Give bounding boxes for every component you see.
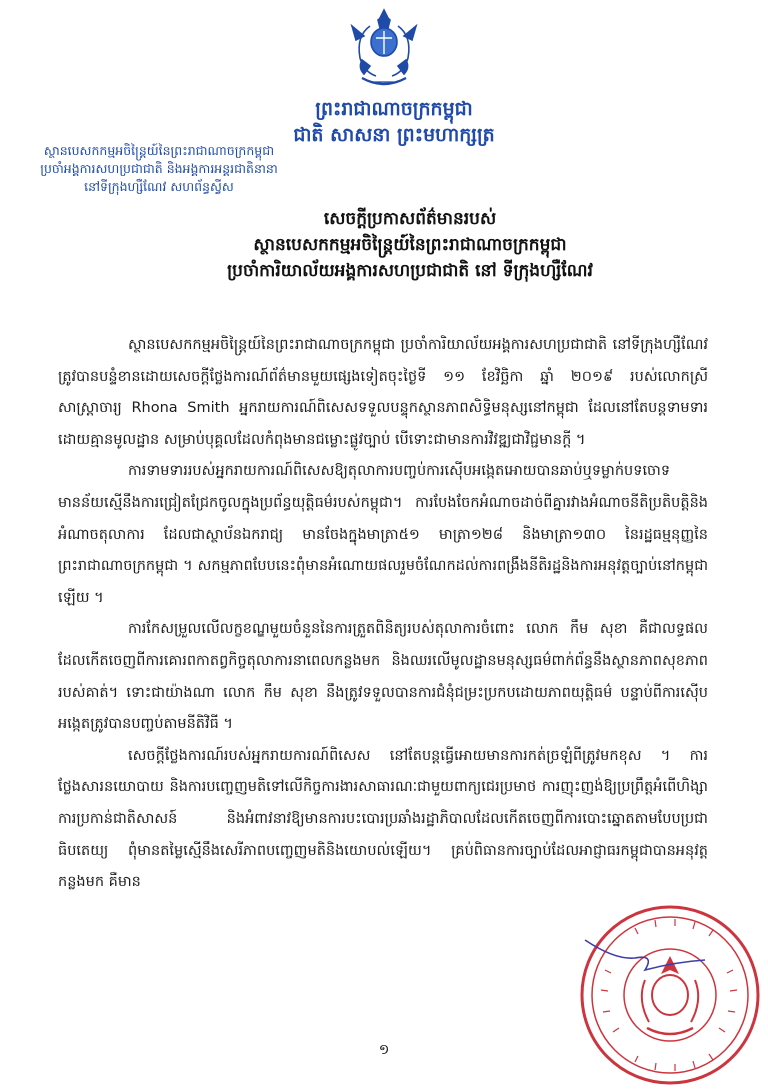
page-number: ១: [378, 1042, 390, 1058]
title-line-1: សេចក្តីប្រកាសព័ត៌មានរបស់: [323, 209, 497, 229]
title-line-2: ស្ថានបេសកកម្មអចិន្ត្រៃយ៍នៃព្រះរាជាណាចក្រកម្ពុជា: [253, 235, 567, 255]
paragraph-4: សេចក្តីថ្លែងការណ៍របស់អ្នករាយការណ៍ពិសេស នៅតែបន្តធ្វើអោយមានការកត់ច្រឡំពីត្រូវមកខុស ។ ការថ្លែងសារនយោបាយ និងការបញ្ចេញមតិទៅលើកិច្ចការងារសាធារណៈជាមួយពាក្យជេរប្រមាថ ការញុះញង់ឱ្យប្រព្រឹត្តអំពើហិង្សា ការប្រកាន់ជាតិសាសន៍ និងអំពាវនាវឱ្យមានការបះបោរប្រឆាំងរដ្ឋាភិបាលដែលកើតចេញពីការបោះឆ្នោតតាមបែបប្រជាធិបតេយ្យ ពុំមានតម្លៃស្មើនឹងសេរីភាពបញ្ចេញមតិនិងយោបល់ឡើយ។ គ្រប់ពិធានការច្បាប់ដែលអាជ្ញាធរកម្ពុជាបានអនុវត្តកន្លងមក គឺមាន: [58, 747, 708, 891]
paragraph-2: ការទាមទាររបស់អ្នករាយការណ៍ពិសេសឱ្យតុលាការបញ្ចប់ការស៊ើបអង្កេតអោយបានឆាប់ឬទម្លាក់បទចោទ មានន័យស្មើនឹងការជ្រៀតជ្រែកចូលក្នុងប្រព័ន្ធយុត្តិធម៌របស់កម្ពុជា។ ការបែងចែកអំណាចដាច់ពីគ្នារវាងអំណាចនីតិប្រតិបត្តិនិងអំណាចតុលាការ ដែលជាស្ថាប័នឯករាជ្យ មានចែងក្នុងមាត្រា៥១ មាត្រា១២៨ និងមាត្រា១៣០ នៃរដ្ឋធម្មនុញ្ញនៃព្រះរាជាណាចក្រកម្ពុជា ។ សកម្មភាពបែបនេះពុំមានអំណោយផលរួមចំណែកដល់ការពង្រឹងនីតិរដ្ឋនិងការអនុវត្តច្បាប់នៅកម្ពុជាឡើយ ។: [58, 463, 708, 606]
national-motto: ជាតិ សាសនា ព្រះមហាក្សត្រ: [293, 124, 495, 146]
sender-line-3: នៅទីក្រុងហ្សឺណែវ សហព័ន្ធស្វីស: [84, 179, 234, 194]
body-text: [58, 330, 708, 899]
title-line-3: ប្រចាំការិយាល័យអង្គការសហប្រជាជាតិ នៅ ទីក្រុងហ្សឺណែវ: [227, 261, 593, 281]
sender-line-1: ស្ថានបេសកកម្មអចិន្ត្រៃយ៍នៃព្រះរាជាណាចក្រកម្ពុជា: [43, 143, 275, 158]
press-release-title: [150, 206, 670, 284]
sender-block: [18, 142, 300, 196]
kingdom-name: ព្រះរាជាណាចក្រកម្ពុជា: [315, 98, 473, 120]
paragraph-1: ស្ថានបេសកកម្មអចិន្ត្រៃយ៍នៃព្រះរាជាណាចក្រកម្ពុជា ប្រចាំការិយាល័យអង្គការសហប្រជាជាតិ នៅទីក្រុងហ្សឺណែវ ត្រូវបានបន្ទំខានដោយសេចក្តីថ្លែងការណ៍ព័ត៌មានមួយផ្សេងទៀតចុះថ្ងៃទី ១១ ខែវិច្ឆិកា ឆ្នាំ ២០១៩ របស់លោកស្រីសាស្ត្រាចារ្យ Rhona Smith អ្នករាយការណ៍ពិសេសទទួលបន្ទុកស្ថានភាពសិទ្ធិមនុស្សនៅកម្ពុជា ដែលនៅតែបន្តទាមទារដោយគ្មានមូលដ្ឋាន សម្រាប់បុគ្គលដែលកំពុងមានជម្លោះផ្លូវច្បាប់ បើទោះជាមានការវិវឌ្ឍជាវិជ្ជមានក្តី ។: [58, 337, 708, 448]
paragraph-3: ការកែសម្រួលលើលក្ខខណ្ឌមួយចំនួននៃការត្រួតពិនិត្យរបស់តុលាការចំពោះ លោក កឹម សុខា គឺជាលទ្ធផលដែលកើតចេញពីការគោរពកាតព្វកិច្ចតុលាការនាពេលកន្លងមក និងឈរលើមូលដ្ឋានមនុស្សធម៌ពាក់ព័ន្ធនឹងស្ថានភាពសុខភាពរបស់គាត់។ ទោះជាយ៉ាងណា លោក កឹម សុខា នឹងត្រូវទទួលបានការជំនុំជម្រះប្រកបដោយភាពយុត្តិធម៌ បន្ទាប់ពីការស៊ើបអង្កេតត្រូវបានបញ្ចប់តាមនីតិវិធី ។: [58, 621, 708, 733]
official-red-seal-icon: [575, 900, 765, 1090]
kingdom-heading: [0, 96, 768, 148]
sender-line-2: ប្រចាំអង្គការសហប្រជាជាតិ និងអង្គការអន្តរជាតិនានា: [40, 161, 278, 176]
royal-arms-of-cambodia-icon: [342, 6, 426, 90]
